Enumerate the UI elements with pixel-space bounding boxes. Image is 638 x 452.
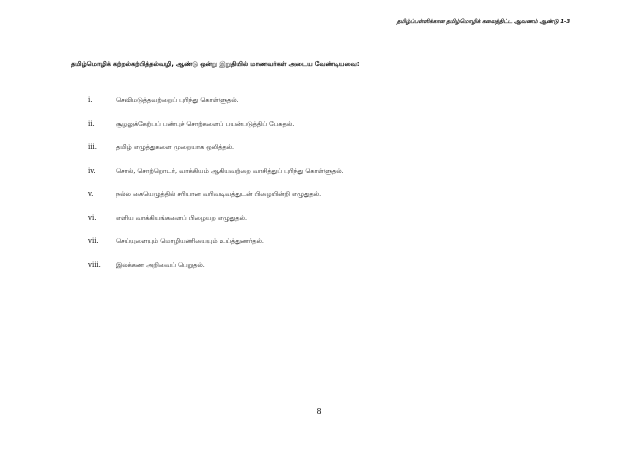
objectives-list <box>88 96 558 284</box>
list-item <box>88 167 558 191</box>
item-number: ii. <box>88 119 95 128</box>
item-text: செய்யுளையும் மொழியணியையும் உய்த்துணர்தல். <box>116 237 264 245</box>
section-heading: தமிழ்மொழிக் கற்றல்கற்பித்தல்வழி, ஆண்டு ஒன்று இறுதியில் மாணவர்கள் அடைய வேண்டியவை: <box>71 60 360 68</box>
item-number: vi. <box>88 213 97 222</box>
item-number: iv. <box>88 166 96 175</box>
list-item <box>88 143 558 167</box>
item-number: i. <box>88 96 93 104</box>
item-number: vii. <box>88 237 99 245</box>
page-number: 8 <box>316 407 322 416</box>
item-text: சொல், சொற்றொடர், வாக்கியம் ஆகியவற்றை வாசித்துப் புரிந்து கொள்ளுதல். <box>116 166 344 175</box>
item-text: எளிய வாக்கியங்களைப் பிழையற எழுதுதல். <box>116 213 248 222</box>
item-number: v. <box>88 190 94 198</box>
item-text: சூழலுக்கேற்பப் பண்புச் சொற்களைப் பயன்படுத்திப் பேசுதல். <box>116 119 295 128</box>
item-text: தமிழ் எழுத்துகளை முறையாக ஒலித்தல். <box>116 143 235 151</box>
list-item <box>88 190 558 214</box>
item-number: iii. <box>88 143 97 151</box>
item-text: இலக்கண அறிவைப் பெறுதல். <box>116 260 205 269</box>
list-item <box>88 96 558 120</box>
item-text: நல்ல கையெழுத்தில் சரியான வரிவடிவத்துடன் பிழையின்றி எழுதுதல். <box>116 190 322 198</box>
list-item <box>88 261 558 285</box>
item-number: viii. <box>88 260 101 269</box>
item-text: செவிமடுத்தவற்றைப் புரிந்து கொள்ளுதல். <box>116 96 239 104</box>
list-item <box>88 120 558 144</box>
list-item <box>88 214 558 238</box>
list-item <box>88 237 558 261</box>
running-header: தமிழ்ப்பள்ளிக்கான தமிழ்மொழிக் கலைத்திட்ட ஆவணம் ஆண்டு 1-3 <box>396 19 570 25</box>
